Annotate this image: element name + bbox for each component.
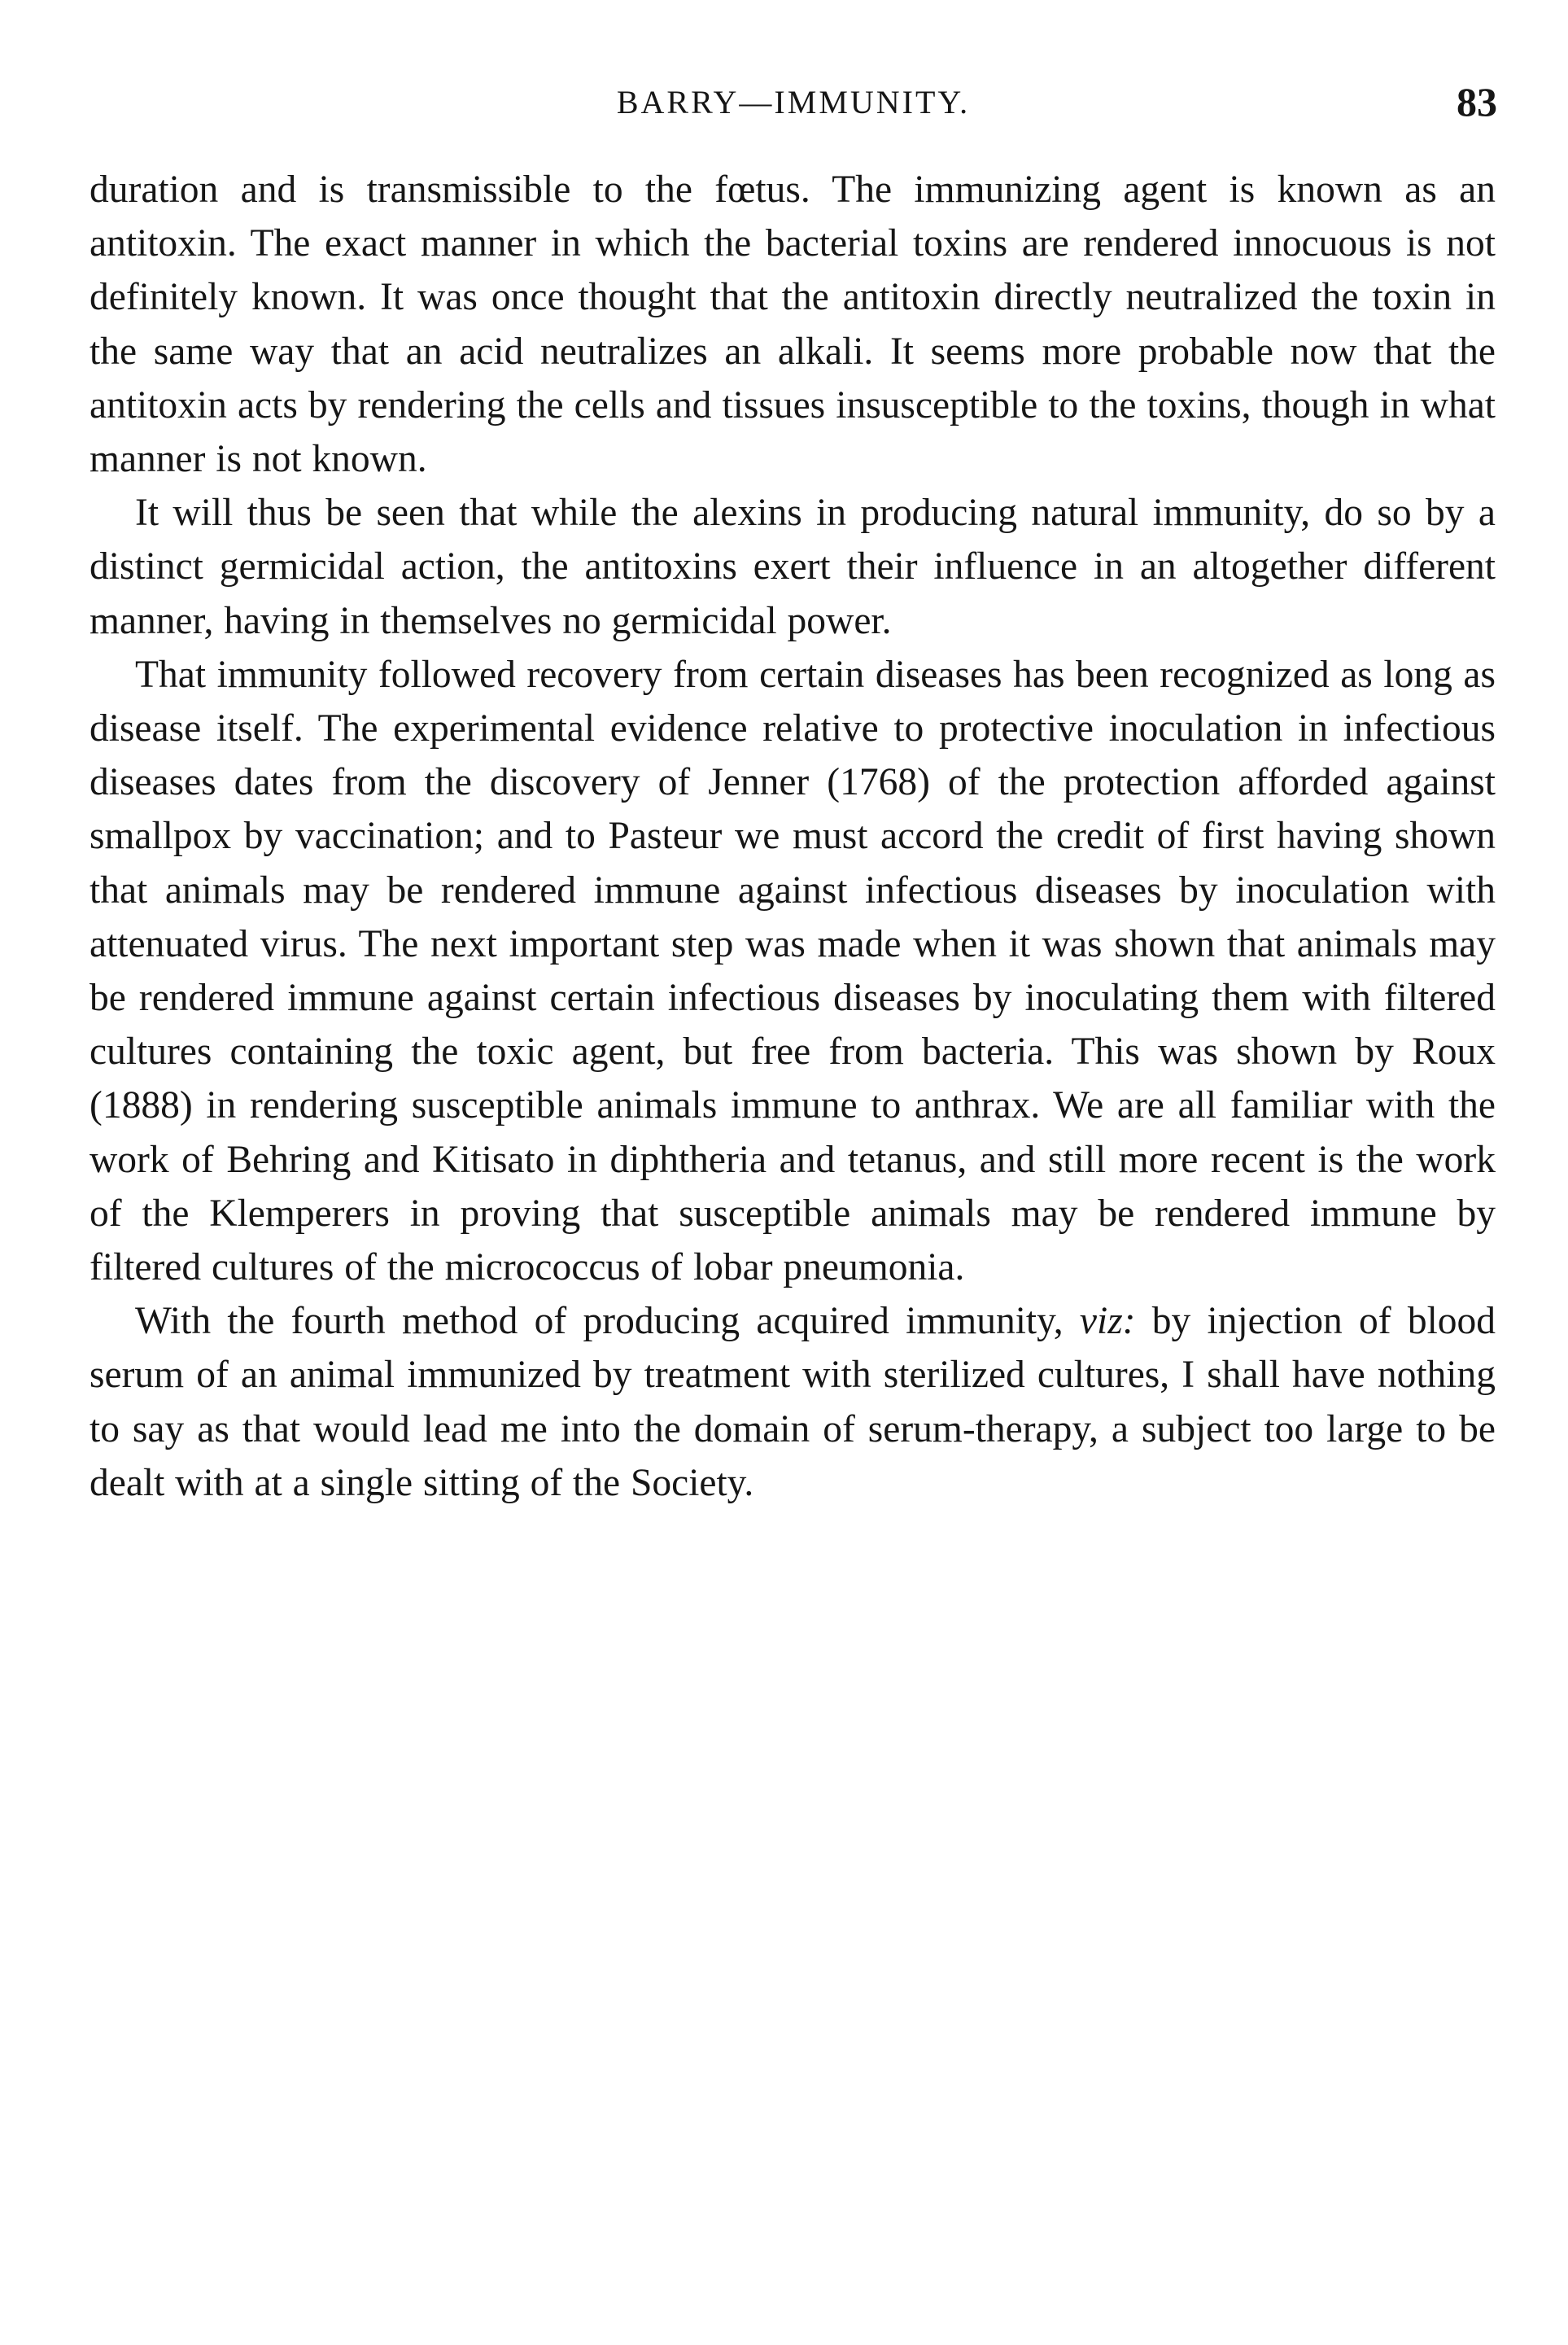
viz-abbreviation: viz: [1079, 1300, 1136, 1343]
fourth-method-text-before: With the fourth method of producing acquired immunity, [135, 1300, 1064, 1343]
paragraph-fourth-method [90, 1294, 1496, 1510]
running-title: BARRY—IMMUNITY. [616, 84, 971, 120]
page-number: 83 [1457, 79, 1497, 125]
paragraph-continuation: duration and is transmissible to the fœtus. The immunizing agent is known as an antitoxin. The exact manner in which the bacterial toxins are rendered innocuous is not definitely known. It was once thought that the antitoxin directly neutralized the toxin in the same way that an acid neutralizes an alkali. It seems more probable now that the antitoxin acts by rendering the cells and tissues insusceptible to the toxins, though in what manner is not known. [90, 168, 1496, 481]
paragraph-immunity-history: That immunity followed recovery from certain diseases has been recognized as long as disease itself. The experimental evidence relative to protective inoculation in infectious diseases dates from the discovery of Jenner (1768) of the protection afforded against smallpox by vaccination; and to Pasteur we must accord the credit of first having shown that animals may be rendered immune against infectious diseases by inoculation with attenuated virus. The next important step was made when it was shown that animals may be rendered immune against certain infectious diseases by inoculating them with filtered cultures containing the toxic agent, but free from bacteria. This was shown by Roux (1888) in rendering susceptible animals immune to anthrax. We are all familiar with the work of Behring and Kitisato in diphtheria and tetanus, and still more recent is the work of the Klemperers in proving that susceptible animals may be rendered immune by filtered cultures of the micrococcus of lobar pneumonia. [90, 653, 1496, 1289]
running-head [90, 78, 1497, 127]
body-text [90, 163, 1496, 1510]
fourth-method-text-after: by injection of blood serum of an animal immunized by treatment with sterilized cultures, I shall have nothing to say as that would lead me into the domain of serum-therapy, a subject too large to be dealt with at a single sitting of the Society. [90, 1300, 1496, 1504]
paragraph-alexins-antitoxins: It will thus be seen that while the alexins in producing natural immunity, do so by a distinct germicidal action, the antitoxins exert their influence in an altogether different manner, having in themselves no germicidal power. [90, 492, 1496, 642]
